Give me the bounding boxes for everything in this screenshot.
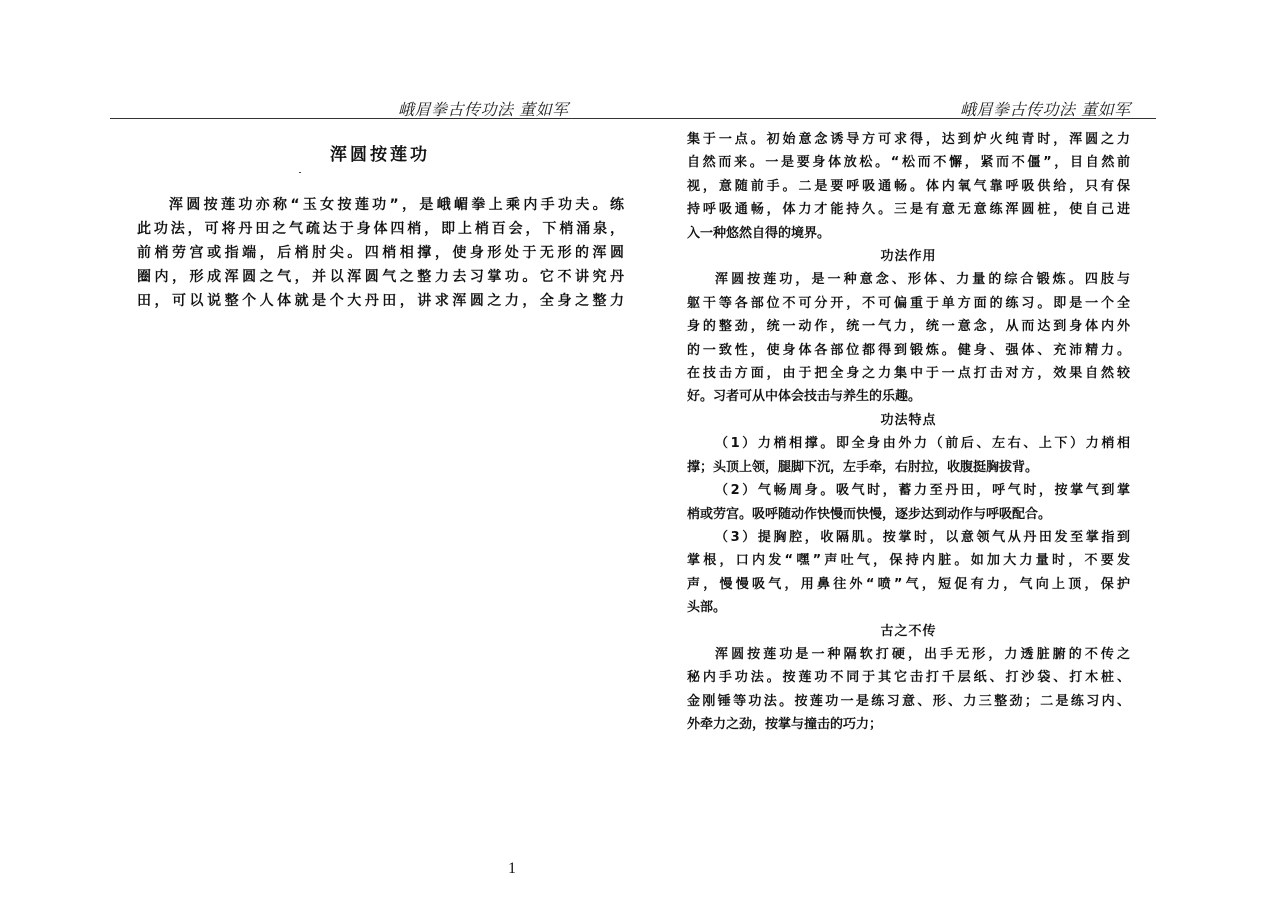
body-line: （3）提胸腔，收隔肌。按掌时，以意领气从丹田发至掌指到 — [715, 529, 1130, 545]
right-running-header: 峨眉拳古传功法 董如军 — [960, 100, 1131, 119]
body-line: 浑圆按莲功，是一种意念、形体、力量的综合锻炼。四肢与 — [715, 272, 1130, 288]
body-line: 秘内手功法。按莲功不同于其它击打千层纸、打沙袋、打木桩、 — [687, 670, 1130, 686]
left-page — [0, 0, 640, 910]
right-page — [640, 0, 1287, 910]
title-dot — [299, 172, 301, 173]
section-heading-features: 功法特点 — [880, 412, 937, 428]
body-line: 的一致性，使身体各部位都得到锻炼。健身、强体、充沛精力。 — [687, 342, 1130, 358]
body-line: 入一种悠然自得的境界。 — [687, 225, 831, 241]
section-heading-function: 功法作用 — [880, 249, 937, 265]
body-line: 掌根，口内发“嘿”声吐气，保持内脏。如加大力量时，不要发 — [687, 553, 1130, 569]
body-line: 在技击方面，由于把全身之力集中于一点打击对方，效果自然较 — [687, 366, 1130, 382]
body-line: 视，意随前手。二是要呼吸通畅。体内氧气靠呼吸供给，只有保 — [687, 178, 1130, 194]
body-line: 梢或劳宫。吸呼随动作快慢而快慢，逐步达到动作与呼吸配合。 — [687, 506, 1052, 522]
body-line: 好。习者可从中体会技击与养生的乐趣。 — [687, 389, 922, 405]
page-number: 1 — [508, 860, 516, 877]
body-line: （2）气畅周身。吸气时，蓄力至丹田，呼气时，按掌气到掌 — [715, 483, 1130, 499]
body-line: 持呼吸通畅，体力才能持久。三是有意无意练浑圆桩，使自己进 — [687, 202, 1130, 218]
body-line: 自然而来。一是要身体放松。“松而不懈，紧而不僵”，目自然前 — [687, 155, 1130, 171]
section-heading-untransmitted: 古之不传 — [880, 623, 937, 639]
chapter-title: 浑圆按莲功 — [330, 145, 430, 165]
body-line: 声，慢慢吸气，用鼻往外“喷”气，短促有力，气向上顶，保护 — [687, 576, 1130, 592]
body-line: 前梢劳宫或指端，后梢肘尖。四梢相撑，使身形处于无形的浑圆 — [137, 245, 624, 261]
left-running-header: 峨眉拳古传功法 董如军 — [398, 100, 569, 119]
body-line: 集于一点。初始意念诱导方可求得，达到炉火纯青时，浑圆之力 — [687, 132, 1130, 147]
body-line: 浑圆按莲功是一种隔软打硬，出手无形，力透脏腑的不传之 — [715, 646, 1130, 662]
body-line: 身的整劲，统一动作，统一气力，统一意念，从而达到身体内外 — [687, 319, 1130, 335]
body-line: 圈内，形成浑圆之气，并以浑圆气之整力去习掌功。它不讲究丹 — [137, 269, 624, 285]
body-line: 此功法，可将丹田之气疏达于身体四梢，即上梢百会，下梢涌泉， — [137, 221, 624, 237]
body-line: 田，可以说整个人体就是个大丹田，讲求浑圆之力，全身之整力 — [137, 293, 624, 309]
body-line: 头部。 — [687, 600, 727, 616]
body-line: 金刚锤等功法。按莲功一是练习意、形、力三整劲；二是练习内、 — [687, 693, 1130, 709]
body-line: 撑；头顶上领，腿脚下沉，左手牵，右肘拉，收腹挺胸拔背。 — [687, 459, 1039, 475]
body-line: 外牵力之劲，按掌与撞击的巧力； — [687, 717, 883, 733]
body-line: 躯干等各部位不可分开，不可偏重于单方面的练习。即是一个全 — [687, 295, 1130, 311]
left-body-paragraph — [137, 193, 624, 313]
body-line: （1）力梢相撑。即全身由外力（前后、左右、上下）力梢相 — [715, 436, 1130, 452]
body-line: 浑圆按莲功亦称“玉女按莲功”，是峨嵋拳上乘内手功夫。练 — [169, 197, 624, 213]
right-body — [687, 128, 1130, 737]
